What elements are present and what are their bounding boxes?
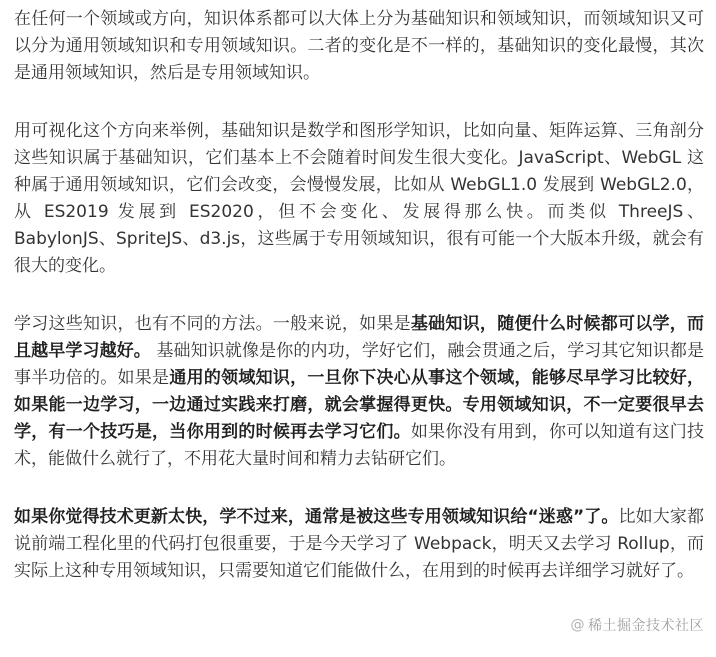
paragraph-visualization-example	[14, 118, 704, 280]
watermark	[571, 615, 705, 635]
paragraph-knowledge-categories	[14, 6, 704, 87]
text-segment: 在任何一个领域或方向，知识体系都可以大体上分为基础知识和领域知识，而领域知识又可以分为通用领域知识和专用领域知识。二者的变化是不一样的，基础知识的变化最慢，其次是通用领域知识，然后是专用领域知识。	[14, 9, 704, 83]
at-icon: @	[570, 617, 585, 633]
paragraph-tech-updates	[14, 504, 704, 585]
text-segment: 学习这些知识，也有不同的方法。一般来说，如果是	[14, 314, 411, 334]
paragraph-learning-methods	[14, 311, 704, 473]
text-segment: 比如大家都说前端工程化里的代码打包很重要，于是今天学习了 Webpack，明天又去学习 Rollup，而实际上这种专用领域知识，只需要知道它们能做什么，在用到的时候再去详细学习就好了。	[14, 507, 704, 581]
text-segment: 基础知识就像是你的内功，学好它们，融会贯通之后，学习其它知识都是事半功倍的。如果是	[14, 341, 704, 388]
text-segment: 用可视化这个方向来举例，基础知识是数学和图形学知识，比如向量、矩阵运算、三角剖分这些知识属于基础知识，它们基本上不会随着时间发生很大变化。JavaScript、WebGL 这种属于通用领域知识，它们会改变，会慢慢发展，比如从 WebGL1.0 发展到 WebGL2.0，从 ES2019 发展到 ES2020，但不会变化、发展得那么快。而类似 ThreeJS、BabylonJS、SpriteJS、d3.js，这些属于专用领域知识，很有可能一个大版本升级，就会有很大的变化。	[14, 121, 704, 276]
bold-text-segment: 如果你觉得技术更新太快，学不过来，通常是被这些专用领域知识给“迷惑”了。	[14, 507, 619, 527]
bold-text-segment: 基础知识，随便什么时候都可以学，而且越早学习越好。	[14, 314, 705, 361]
watermark-text: 稀土掘金技术社区	[588, 618, 704, 634]
article-body	[14, 6, 704, 585]
text-segment: 如果你没有用到，你可以知道有这门技术，能做什么就行了，不用花大量时间和精力去钻研它们。	[14, 422, 705, 469]
bold-text-segment: 通用的领域知识，一旦你下决心从事这个领域，能够尽早学习比较好，如果能一边学习，一边通过实践来打磨，就会掌握得更快。专用领域知识，不一定要很早去学，有一个技巧是，当你用到的时候再去学习它们。	[14, 368, 705, 442]
